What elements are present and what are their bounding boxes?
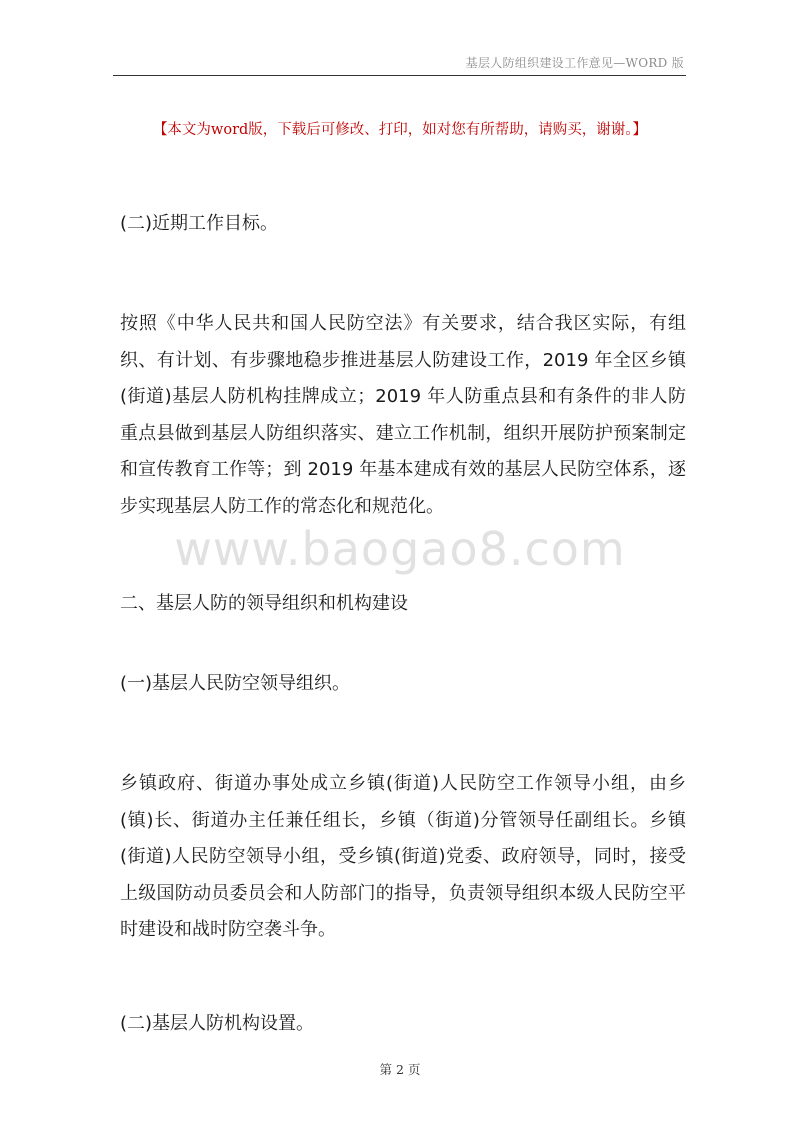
section-heading-near-term-goals: (二)近期工作目标。 — [120, 213, 279, 234]
running-header: 基层人防组织建设工作意见—WORD 版 — [465, 56, 684, 70]
header-divider — [113, 75, 686, 76]
page-number: 第 2 页 — [379, 1062, 421, 1077]
purchase-notice: 【本文为word版，下载后可修改、打印，如对您有所帮助，请购买，谢谢。】 — [152, 122, 648, 138]
paragraph-leadership-body: 乡镇政府、街道办事处成立乡镇(街道)人民防空工作领导小组，由乡(镇)长、街道办主任兼任组长，乡镇（街道)分管领导任副组长。乡镇(街道)人民防空领导小组，受乡镇(街道)党委、政府领导，同时，接受上级国防动员委员会和人防部门的指导，负责领导组织本级人民防空平时建设和战时防空袭斗争。 — [120, 773, 686, 940]
subsection-heading-leadership-org: (一)基层人民防空领导组织。 — [120, 673, 351, 694]
section-heading-leadership: 二、基层人防的领导组织和机构建设 — [120, 593, 408, 614]
paragraph-goals-body: 按照《中华人民共和国人民防空法》有关要求，结合我区实际，有组织、有计划、有步骤地稳步推进基层人防建设工作，2019 年全区乡镇(街道)基层人防机构挂牌成立；2019 年人防重点县和有条件的非人防重点县做到基层人防组织落实、建立工作机制，组织开展防护预案制定和宣传教育工作等；到 2019 年基本建成有效的基层人民防空体系，逐步实现基层人防工作的常态化和规范化。 — [120, 313, 686, 517]
watermark: www.baogao8.com — [174, 522, 626, 576]
subsection-heading-agency-setup: (二)基层人防机构设置。 — [120, 1013, 315, 1034]
